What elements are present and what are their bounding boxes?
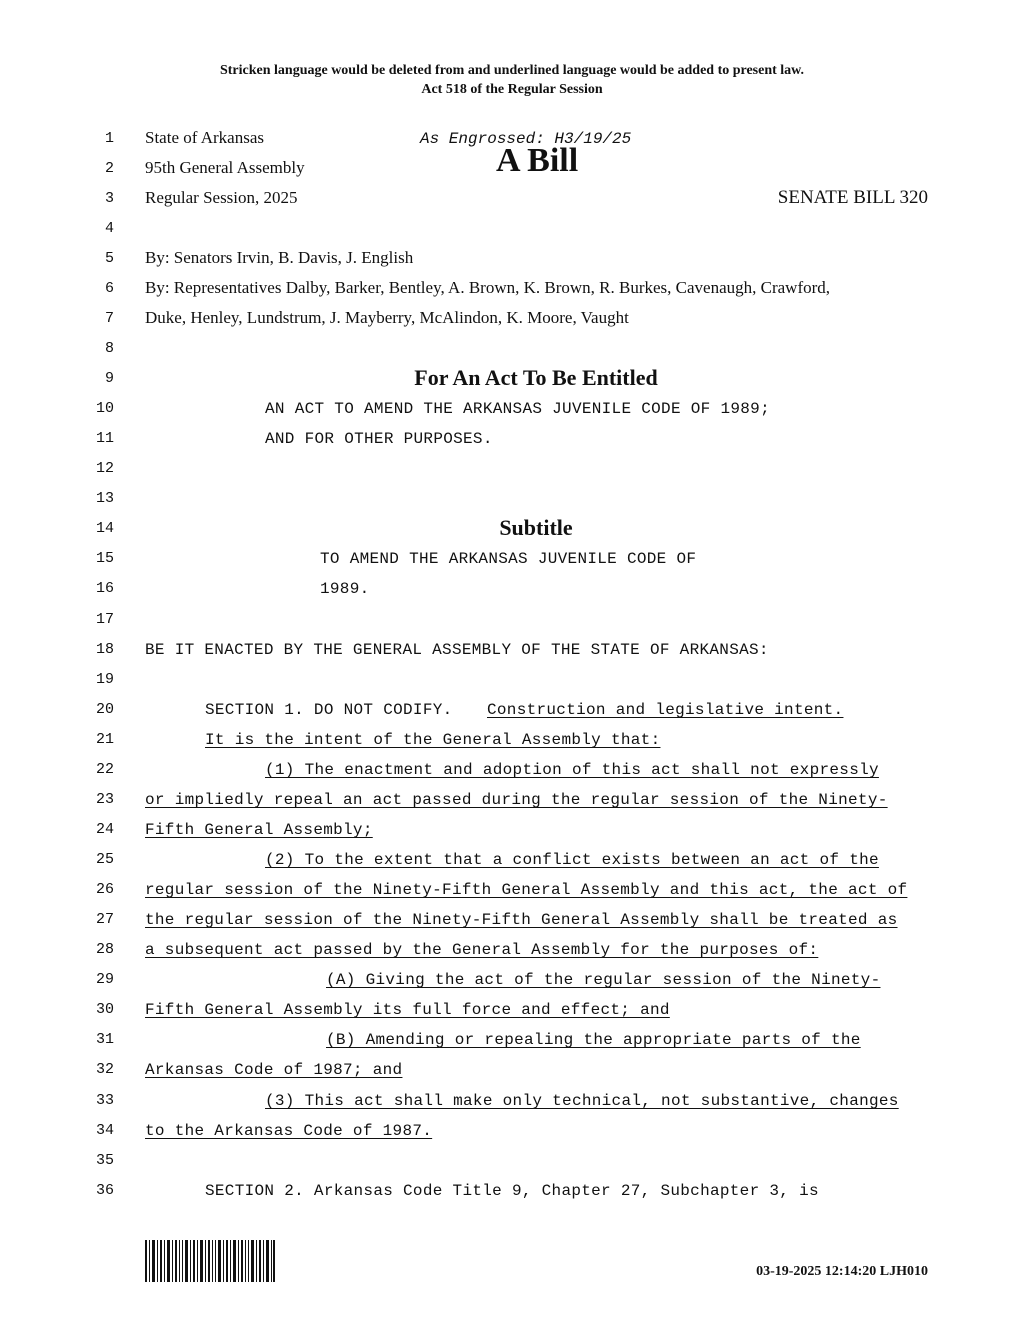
- line-number: 10: [95, 400, 114, 417]
- line-number: 12: [95, 460, 114, 477]
- line-number: 22: [95, 761, 114, 778]
- bill-type-title: A Bill: [496, 142, 579, 179]
- paragraph-2-cont: regular session of the Ninety-Fifth General Assembly and this act, the act of: [145, 881, 908, 899]
- subtitle-line: TO AMEND THE ARKANSAS JUVENILE CODE OF: [320, 550, 697, 568]
- line-number: 6: [104, 280, 114, 297]
- section-1-intro: It is the intent of the General Assembly that:: [205, 731, 661, 749]
- state-name: State of Arkansas: [145, 128, 264, 147]
- line-number: 24: [95, 821, 114, 838]
- paragraph-3: (3) This act shall make only technical, not substantive, changes: [265, 1092, 899, 1110]
- paragraph-1-cont: Fifth General Assembly;: [145, 821, 373, 839]
- section-1-heading: Construction and legislative intent.: [487, 701, 844, 719]
- enacting-clause: BE IT ENACTED BY THE GENERAL ASSEMBLY OF THE STATE OF ARKANSAS:: [145, 641, 769, 659]
- section-2-line: SECTION 2. Arkansas Code Title 9, Chapter 27, Subchapter 3, is: [205, 1182, 819, 1200]
- session: Regular Session, 2025: [145, 188, 298, 207]
- line-number: 25: [95, 851, 114, 868]
- line-number: 17: [95, 611, 114, 628]
- subtitle-line: 1989.: [320, 580, 370, 598]
- subparagraph-b: (B) Amending or repealing the appropriate parts of the: [326, 1031, 861, 1049]
- subparagraph-a: (A) Giving the act of the regular session of the Ninety-: [326, 971, 881, 989]
- line-number: 20: [95, 701, 114, 718]
- line-number: 33: [95, 1092, 114, 1109]
- title-line: AND FOR OTHER PURPOSES.: [265, 430, 493, 448]
- line-number: 9: [104, 370, 114, 387]
- line-number: 36: [95, 1182, 114, 1199]
- senate-sponsors: By: Senators Irvin, B. Davis, J. English: [145, 248, 414, 267]
- paragraph-1-cont: or impliedly repeal an act passed during the regular session of the Ninety-: [145, 791, 888, 809]
- paragraph-1: (1) The enactment and adoption of this act shall not expressly: [265, 761, 879, 779]
- subparagraph-b-cont: Arkansas Code of 1987; and: [145, 1061, 403, 1079]
- act-notice: Act 518 of the Regular Session: [421, 82, 603, 97]
- section-1-label: SECTION 1. DO NOT CODIFY.: [205, 701, 453, 719]
- line-number: 13: [95, 490, 114, 507]
- line-number: 23: [95, 791, 114, 808]
- line-number: 15: [95, 550, 114, 567]
- subparagraph-a-cont: Fifth General Assembly its full force and effect; and: [145, 1001, 670, 1019]
- barcode-image: [145, 1240, 275, 1282]
- line-number: 3: [104, 190, 114, 207]
- paragraph-2: (2) To the extent that a conflict exists between an act of the: [265, 851, 879, 869]
- line-number: 28: [95, 941, 114, 958]
- line-number: 19: [95, 671, 114, 688]
- line-number: 35: [95, 1152, 114, 1169]
- line-number: 31: [95, 1031, 114, 1048]
- line-number: 4: [104, 220, 114, 237]
- engrossed-stamp: As Engrossed: H3/19/25: [420, 130, 632, 148]
- line-number: 14: [95, 520, 114, 537]
- title-line: AN ACT TO AMEND THE ARKANSAS JUVENILE CODE OF 1989;: [265, 400, 770, 418]
- line-number: 16: [95, 580, 114, 597]
- line-number: 27: [95, 911, 114, 928]
- paragraph-2-cont: a subsequent act passed by the General Assembly for the purposes of:: [145, 941, 819, 959]
- line-number: 26: [95, 881, 114, 898]
- line-number: 34: [95, 1122, 114, 1139]
- paragraph-2-cont: the regular session of the Ninety-Fifth General Assembly shall be treated as: [145, 911, 898, 929]
- line-number: 32: [95, 1061, 114, 1078]
- bill-number: SENATE BILL 320: [777, 187, 928, 208]
- line-number: 30: [95, 1001, 114, 1018]
- amendment-notice: Stricken language would be deleted from and underlined language would be added to present law.: [219, 63, 805, 78]
- line-number: 5: [104, 250, 114, 267]
- line-number: 1: [104, 130, 114, 147]
- title-heading: For An Act To Be Entitled: [414, 365, 658, 390]
- paragraph-3-cont: to the Arkansas Code of 1987.: [145, 1122, 433, 1140]
- line-number: 18: [95, 641, 114, 658]
- line-number: 2: [104, 160, 114, 177]
- line-number: 7: [104, 310, 114, 327]
- house-sponsors: By: Representatives Dalby, Barker, Bentley, A. Brown, K. Brown, R. Burkes, Cavenaugh, Crawford,: [145, 278, 831, 297]
- house-sponsors-continued: Duke, Henley, Lundstrum, J. Mayberry, McAlindon, K. Moore, Vaught: [145, 308, 629, 327]
- line-number: 21: [95, 731, 114, 748]
- line-number: 11: [95, 430, 114, 447]
- general-assembly: 95th General Assembly: [145, 158, 305, 177]
- subtitle-heading: Subtitle: [499, 515, 573, 540]
- line-number: 8: [104, 340, 114, 357]
- line-number: 29: [95, 971, 114, 988]
- document-timestamp: 03-19-2025 12:14:20 LJH010: [756, 1264, 928, 1279]
